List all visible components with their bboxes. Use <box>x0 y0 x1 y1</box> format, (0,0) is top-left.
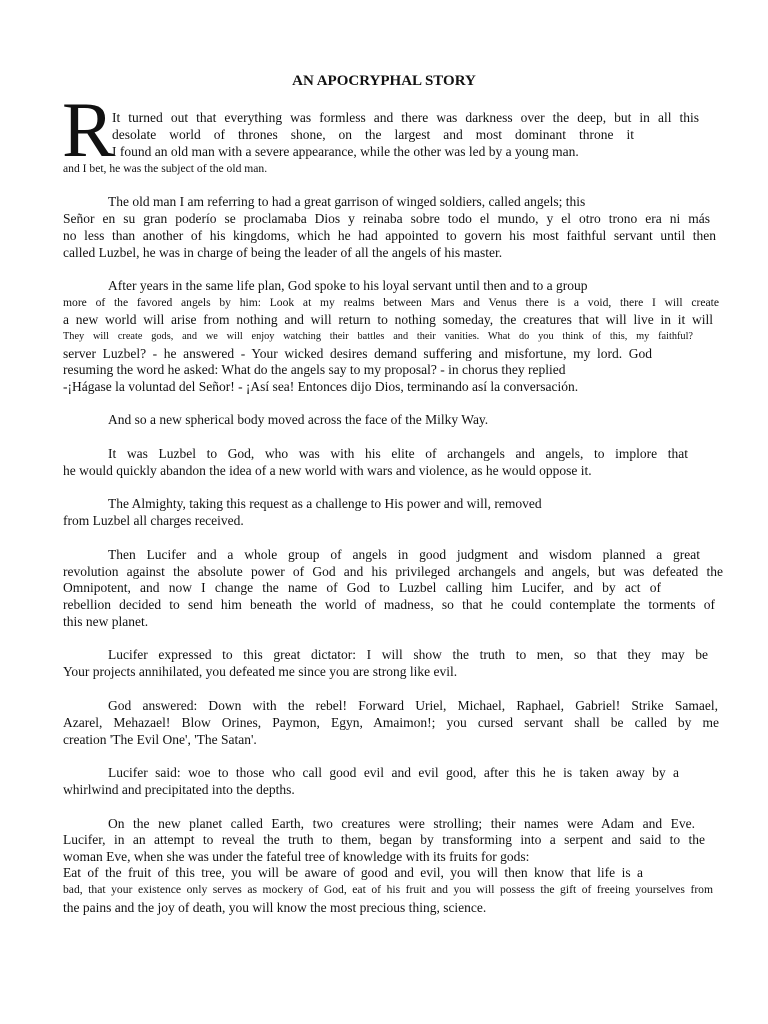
text-line: and I bet, he was the subject of the old man. <box>63 162 268 175</box>
text-line: server Luzbel? - he answered - Your wicked desires demand suffering and misfortune, my lord. God <box>63 346 652 361</box>
text-line: Lucifer said: woe to those who call good evil and evil good, after this he is taken away by a <box>108 765 679 780</box>
text-line: -¡Hágase la voluntad del Señor! - ¡Así sea! Entonces dijo Dios, terminando así la conversación. <box>63 379 579 394</box>
text-line: a new world will arise from nothing and will return to nothing someday, the creatures that will live in it will <box>63 312 713 327</box>
text-line: creation 'The Evil One', 'The Satan'. <box>63 732 257 747</box>
text-line: from Luzbel all charges received. <box>63 513 244 528</box>
text-line: no less than another of his kingdoms, which he had appointed to govern his most faithful servant until then <box>63 228 716 243</box>
text-line: On the new planet called Earth, two creatures were strolling; their names were Adam and Eve. <box>108 816 695 831</box>
text-line: more of the favored angels by him: Look at my realms between Mars and Venus there is a void, there I will create <box>63 296 719 309</box>
text-line: The old man I am referring to had a great garrison of winged soldiers, called angels; this <box>108 194 586 209</box>
text-line: And so a new spherical body moved across the face of the Milky Way. <box>108 412 489 427</box>
text-line: It turned out that everything was formless and there was darkness over the deep, but in all this <box>112 110 699 125</box>
text-line: Azarel, Mehazael! Blow Orines, Paymon, Egyn, Amaimon!; you cursed servant shall be called by me <box>63 715 719 730</box>
text-line: rebellion decided to send him beneath the world of madness, so that he could contemplate the torments of <box>63 597 715 612</box>
text-line: After years in the same life plan, God spoke to his loyal servant until then and to a group <box>108 278 588 293</box>
text-line: whirlwind and precipitated into the depths. <box>63 782 295 797</box>
text-line: desolate world of thrones shone, on the largest and most dominant throne it <box>112 127 634 142</box>
text-line: Eat of the fruit of this tree, you will be aware of good and evil, you will then know that life is a <box>63 865 643 880</box>
text-line: bad, that your existence only serves as mockery of God, eat of his fruit and you will possess the gift of freeing yourselves from <box>63 883 713 896</box>
text-line: Your projects annihilated, you defeated me since you are strong like evil. <box>63 664 458 679</box>
page-title: AN APOCRYPHAL STORY <box>292 73 476 89</box>
text-line: resuming the word he asked: What do the angels say to my proposal? - in chorus they replied <box>63 362 566 377</box>
text-line: the pains and the joy of death, you will know the most precious thing, science. <box>63 900 487 915</box>
text-line: God answered: Down with the rebel! Forward Uriel, Michael, Raphael, Gabriel! Strike Samael, <box>108 698 718 713</box>
text-line: woman Eve, when she was under the fateful tree of knowledge with its fruits for gods: <box>63 849 530 864</box>
text-line: The Almighty, taking this request as a challenge to His power and will, removed <box>108 496 542 511</box>
text-line: Lucifer expressed to this great dictator: I will show the truth to men, so that they may be <box>108 647 708 662</box>
text-line: Then Lucifer and a whole group of angels in good judgment and wisdom planned a great <box>108 547 700 562</box>
text-line: called Luzbel, he was in charge of being the leader of all the angels of his master. <box>63 245 503 260</box>
drop-cap: R <box>62 86 115 173</box>
text-line: this new planet. <box>63 614 149 629</box>
text-line: Omnipotent, and now I change the name of God to Luzbel calling him Lucifer, and by act of <box>63 580 661 595</box>
text-line: They will create gods, and we will enjoy watching their battles and their vanities. What do you think of this, my faithful? <box>63 331 693 342</box>
text-line: revolution against the absolute power of God and his privileged archangels and angels, but was defeated the <box>63 564 723 579</box>
text-line: Señor en su gran poderío se proclamaba Dios y reinaba sobre todo el mundo, y el otro trono era ni más <box>63 211 710 226</box>
text-line: It was Luzbel to God, who was with his elite of archangels and angels, to implore that <box>108 446 688 461</box>
text-line: he would quickly abandon the idea of a new world with wars and violence, as he would oppose it. <box>63 463 592 478</box>
text-line: Lucifer, in an attempt to reveal the truth to them, began by transforming into a serpent and said to the <box>63 832 705 847</box>
text-line: I found an old man with a severe appearance, while the other was led by a young man. <box>112 144 579 159</box>
